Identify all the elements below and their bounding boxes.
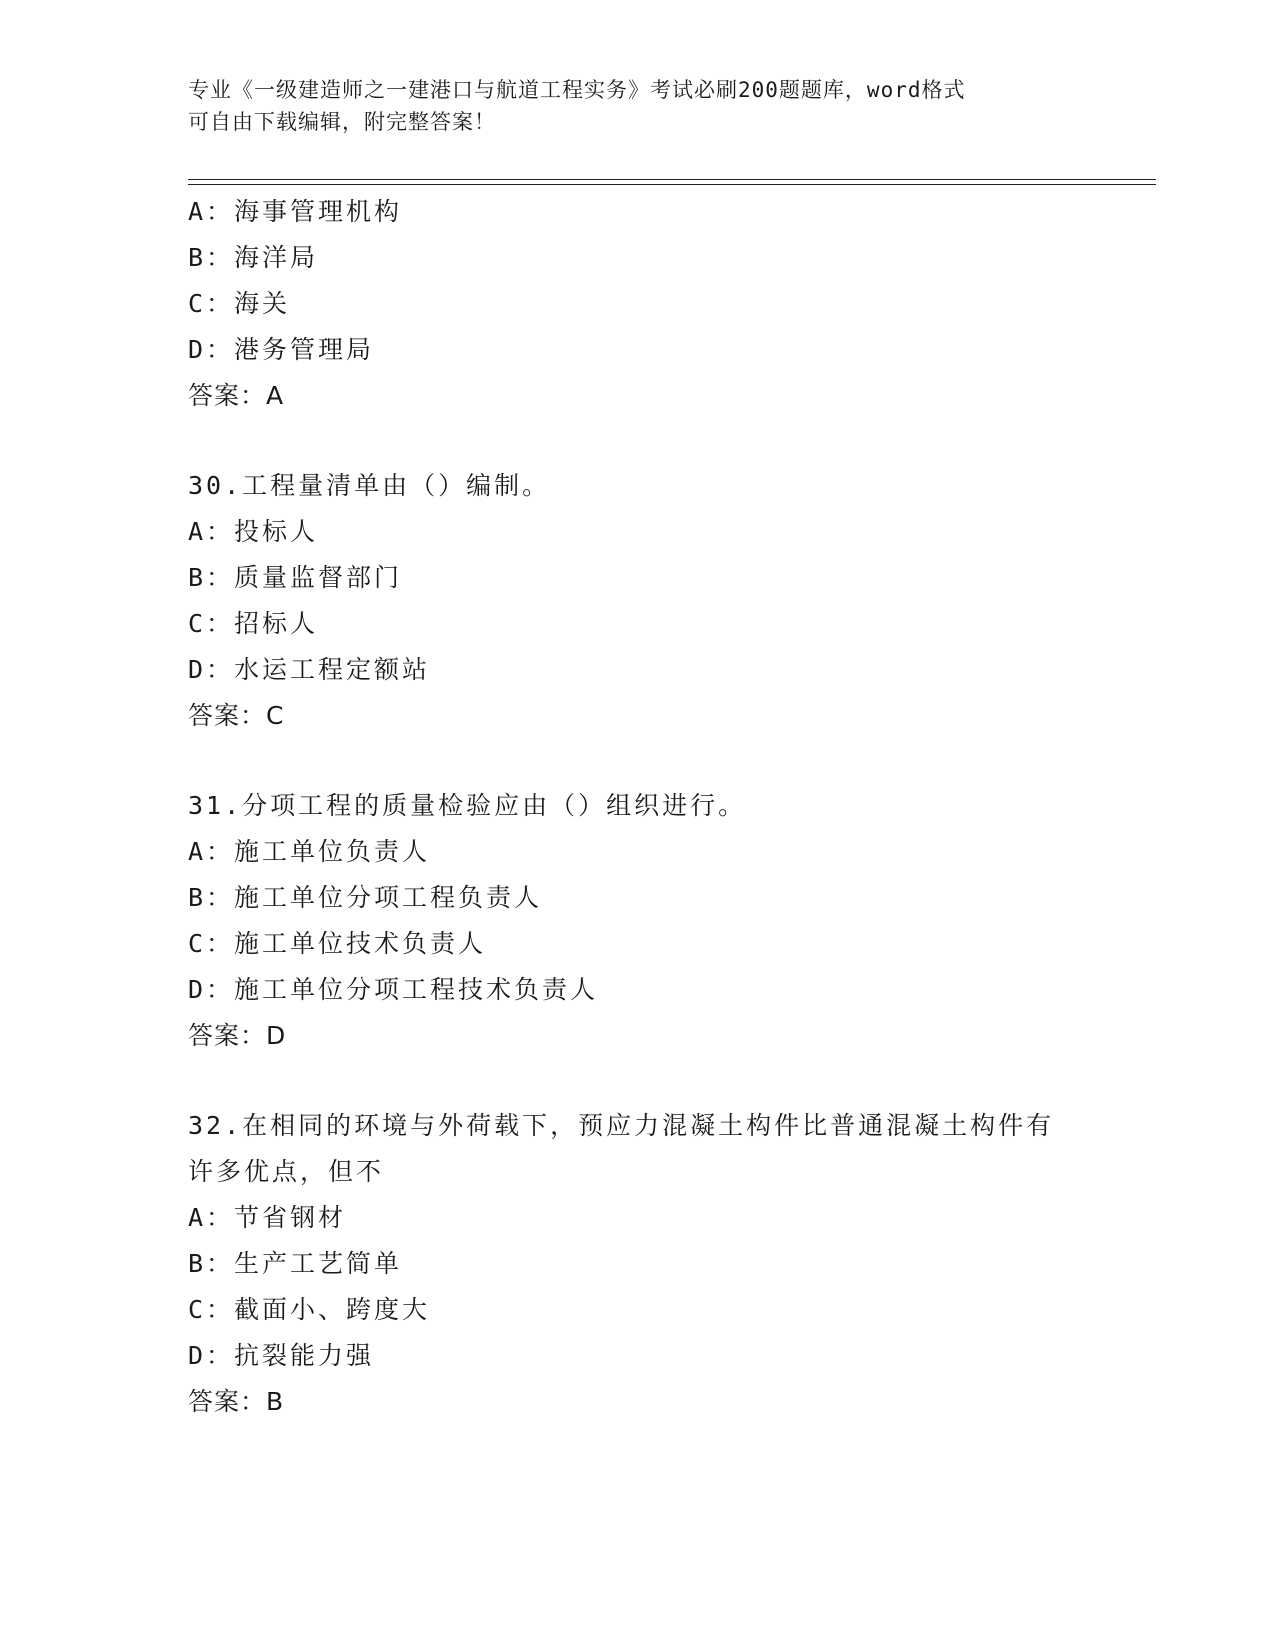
- option-a: A：投标人: [188, 517, 319, 546]
- option-c: C：海关: [188, 289, 291, 318]
- header-line-1: 专业《一级建造师之一建港口与航道工程实务》考试必刷200题题库，word格式: [188, 78, 966, 102]
- option-c: C：招标人: [188, 609, 319, 638]
- question-block-30: [188, 463, 1088, 739]
- question-list: [188, 189, 1088, 1425]
- option-a: A：节省钢材: [188, 1203, 347, 1232]
- document-header: [188, 74, 1088, 138]
- option-b: B：施工单位分项工程负责人: [188, 883, 543, 912]
- answer-line: 答案：A: [188, 381, 285, 410]
- option-c: C：施工单位技术负责人: [188, 929, 487, 958]
- option-b: B：生产工艺简单: [188, 1249, 403, 1278]
- option-a: A：海事管理机构: [188, 197, 403, 226]
- question-block-32: [188, 1103, 1088, 1425]
- header-line-2: 可自由下载编辑，附完整答案！: [188, 110, 496, 134]
- question-stem: 31.分项工程的质量检验应由（）组织进行。: [188, 791, 747, 820]
- answer-line: 答案：D: [188, 1021, 287, 1050]
- question-stem: 30.工程量清单由（）编制。: [188, 471, 551, 500]
- header-rule-top: [188, 179, 1156, 180]
- answer-line: 答案：C: [188, 701, 285, 730]
- question-block-29: [188, 189, 1088, 419]
- option-d: D：港务管理局: [188, 335, 375, 364]
- option-d: D：抗裂能力强: [188, 1341, 375, 1370]
- question-stem-line-1: 32.在相同的环境与外荷载下，预应力混凝土构件比普通混凝土构件有: [188, 1111, 1055, 1140]
- option-a: A：施工单位负责人: [188, 837, 431, 866]
- option-d: D：施工单位分项工程技术负责人: [188, 975, 599, 1004]
- question-stem-line-2: 许多优点，但不: [188, 1157, 385, 1186]
- answer-line: 答案：B: [188, 1387, 285, 1416]
- option-b: B：海洋局: [188, 243, 319, 272]
- option-c: C：截面小、跨度大: [188, 1295, 431, 1324]
- header-rule-bottom: [188, 184, 1156, 185]
- option-b: B：质量监督部门: [188, 563, 403, 592]
- question-block-31: [188, 783, 1088, 1059]
- option-d: D：水运工程定额站: [188, 655, 431, 684]
